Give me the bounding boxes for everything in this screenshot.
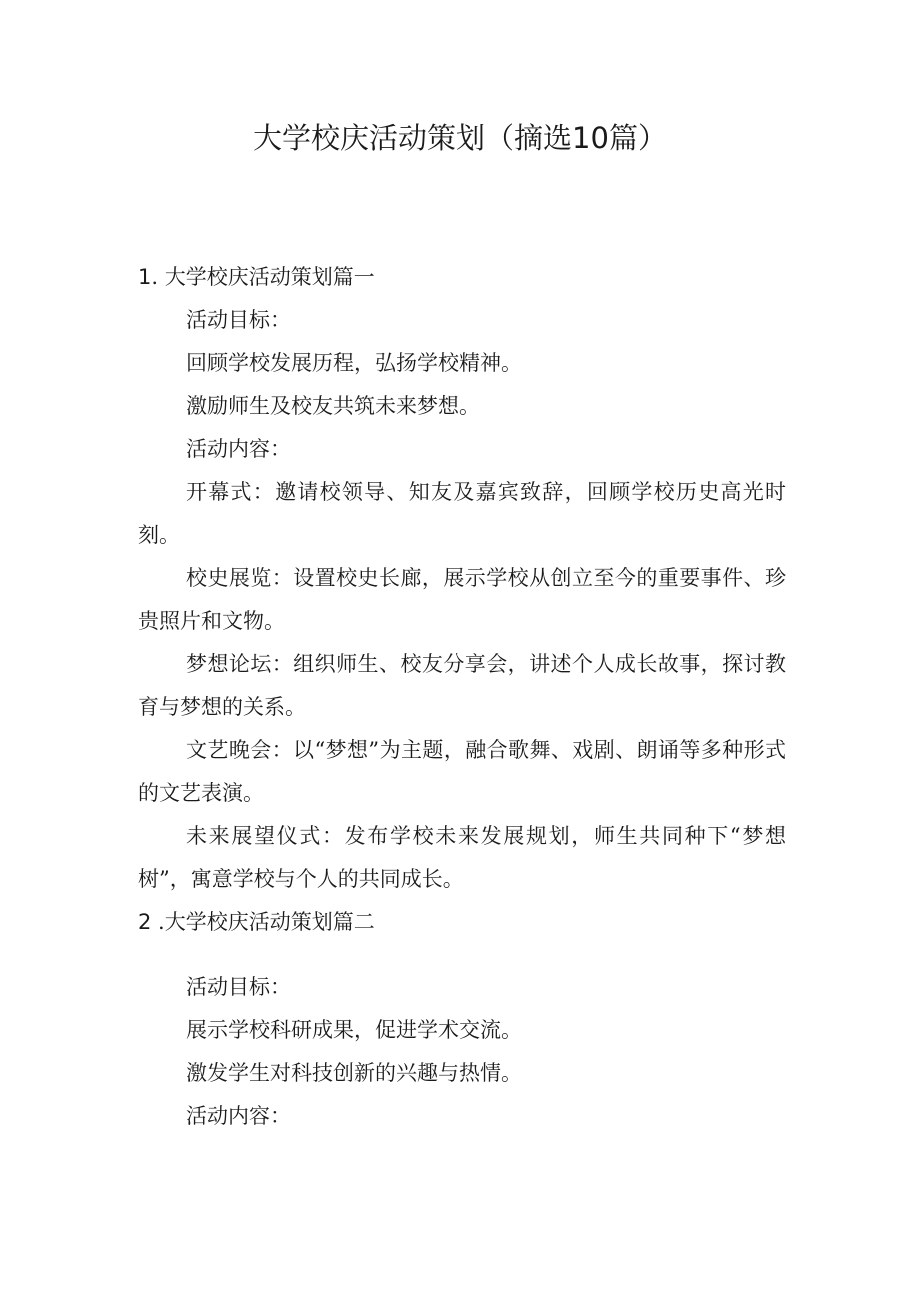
paragraph: 未来展望仪式：发布学校未来发展规划，师生共同种下“梦想树”，寓意学校与个人的共同成长。	[138, 824, 786, 891]
paragraph: 校史展览：设置校史长廊，展示学校从创立至今的重要事件、珍贵照片和文物。	[138, 566, 786, 633]
paragraph: 活动目标：	[186, 308, 291, 332]
paragraph: 回顾学校发展历程，弘扬学校精神。	[186, 351, 522, 375]
section-heading-2	[138, 901, 786, 944]
paragraph: 开幕式：邀请校领导、知友及嘉宾致辞，回顾学校历史高光时刻。	[138, 480, 786, 547]
section-title: . 大学校庆活动策划篇一	[151, 265, 375, 289]
paragraph: 激发学生对科技创新的兴趣与热情。	[186, 1061, 522, 1085]
paragraph: 活动内容：	[186, 1104, 291, 1128]
paragraph: 活动内容：	[186, 437, 291, 461]
paragraph: 活动目标：	[186, 975, 291, 999]
paragraph: 激励师生及校友共筑未来梦想。	[186, 394, 480, 418]
paragraph: 展示学校科研成果，促进学术交流。	[186, 1018, 522, 1042]
document-body	[138, 256, 786, 1138]
document-title: 大学校庆活动策划（摘选10篇）	[253, 121, 667, 155]
section-number: 1	[138, 265, 152, 289]
section-heading-1	[138, 256, 786, 299]
section-number: 2	[138, 910, 152, 934]
paragraph: 梦想论坛：组织师生、校友分享会，讲述个人成长故事，探讨教育与梦想的关系。	[138, 652, 786, 719]
section-title: .大学校庆活动策划篇二	[151, 910, 375, 934]
paragraph: 文艺晚会：以“梦想”为主题，融合歌舞、戏剧、朗诵等多种形式的文艺表演。	[138, 738, 786, 805]
